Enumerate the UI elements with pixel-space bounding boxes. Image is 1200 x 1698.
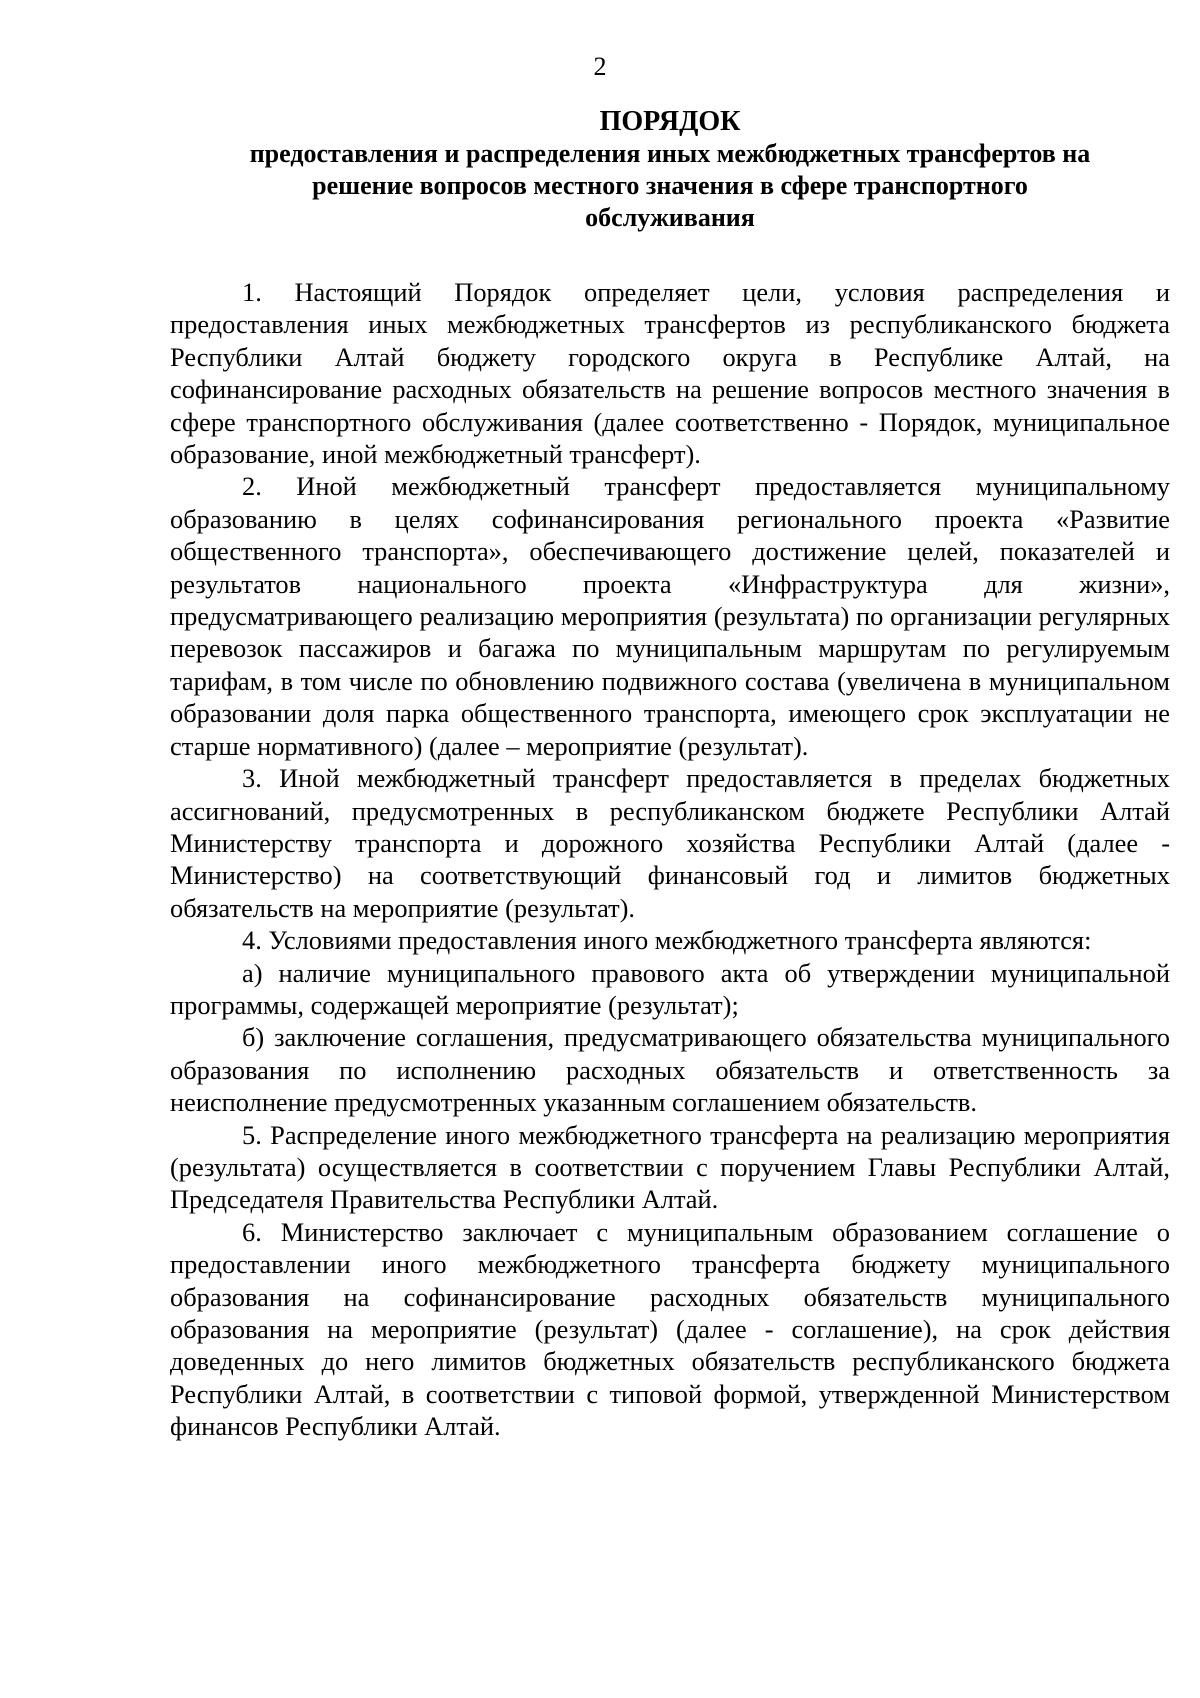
document-subtitle-line: предоставления и распределения иных межбюджетных трансфертов на [249,139,1091,168]
paragraph-4b: б) заключение соглашения, предусматривающего обязательства муниципального образования по исполнению расходных обязательств и ответственность за неисполнение предусмотренных указанным соглашением обязательств. [170,1022,1170,1118]
document-body [170,276,1170,1443]
paragraph-5: 5. Распределение иного межбюджетного трансферта на реализацию мероприятия (результата) осуществляется в соответствии с поручением Главы Республики Алтай, Председателя Правительства Республики Алтай. [170,1119,1170,1215]
document-header [170,106,1170,234]
page-number: 2 [593,52,607,81]
paragraph-2: 2. Иной межбюджетный трансферт предоставляется муниципальному образованию в целях софинансирования регионального проекта «Развитие общественного транспорта», обеспечивающего достижение целей, показателей и результатов национального проекта «Инфраструктура для жизни», предусматривающего реализацию мероприятия (результата) по организации регулярных перевозок пассажиров и багажа по муниципальным маршрутам по регулируемым тарифам, в том числе по обновлению подвижного состава (увеличена в муниципальном образовании доля парка общественного транспорта, имеющего срок эксплуатации не старше нормативного) (далее – мероприятие (результат). [170,471,1170,761]
document-subtitle-line: обслуживания [585,203,755,232]
paragraph-6: 6. Министерство заключает с муниципальным образованием соглашение о предоставлении иного межбюджетного трансферта бюджету муниципального образования на софинансирование расходных обязательств муниципального образования на мероприятие (результат) (далее - соглашение), на срок действия доведенных до него лимитов бюджетных обязательств республиканского бюджета Республики Алтай, в соответствии с типовой формой, утвержденной Министерством финансов Республики Алтай. [170,1216,1170,1442]
paragraph-4a: а) наличие муниципального правового акта об утверждении муниципальной программы, содержащей мероприятие (результат); [170,957,1170,1020]
paragraph-4: 4. Условиями предоставления иного межбюджетного трансферта являются: [242,925,1092,956]
document-subtitle-line: решение вопросов местного значения в сфере транспортного [312,171,1028,200]
document-title: ПОРЯДОК [599,106,741,137]
paragraph-1: 1. Настоящий Порядок определяет цели, условия распределения и предоставления иных межбюджетных трансфертов из республиканского бюджета Республики Алтай бюджету городского округа в Республике Алтай, на софинансирование расходных обязательств на решение вопросов местного значения в сфере транспортного обслуживания (далее соответственно - Порядок, муниципальное образование, иной межбюджетный трансферт). [170,277,1170,470]
paragraph-3: 3. Иной межбюджетный трансферт предоставляется в пределах бюджетных ассигнований, предусмотренных в республиканском бюджете Республики Алтай Министерству транспорта и дорожного хозяйства Республики Алтай (далее - Министерство) на соответствующий финансовый год и лимитов бюджетных обязательств на мероприятие (результат). [170,763,1170,923]
